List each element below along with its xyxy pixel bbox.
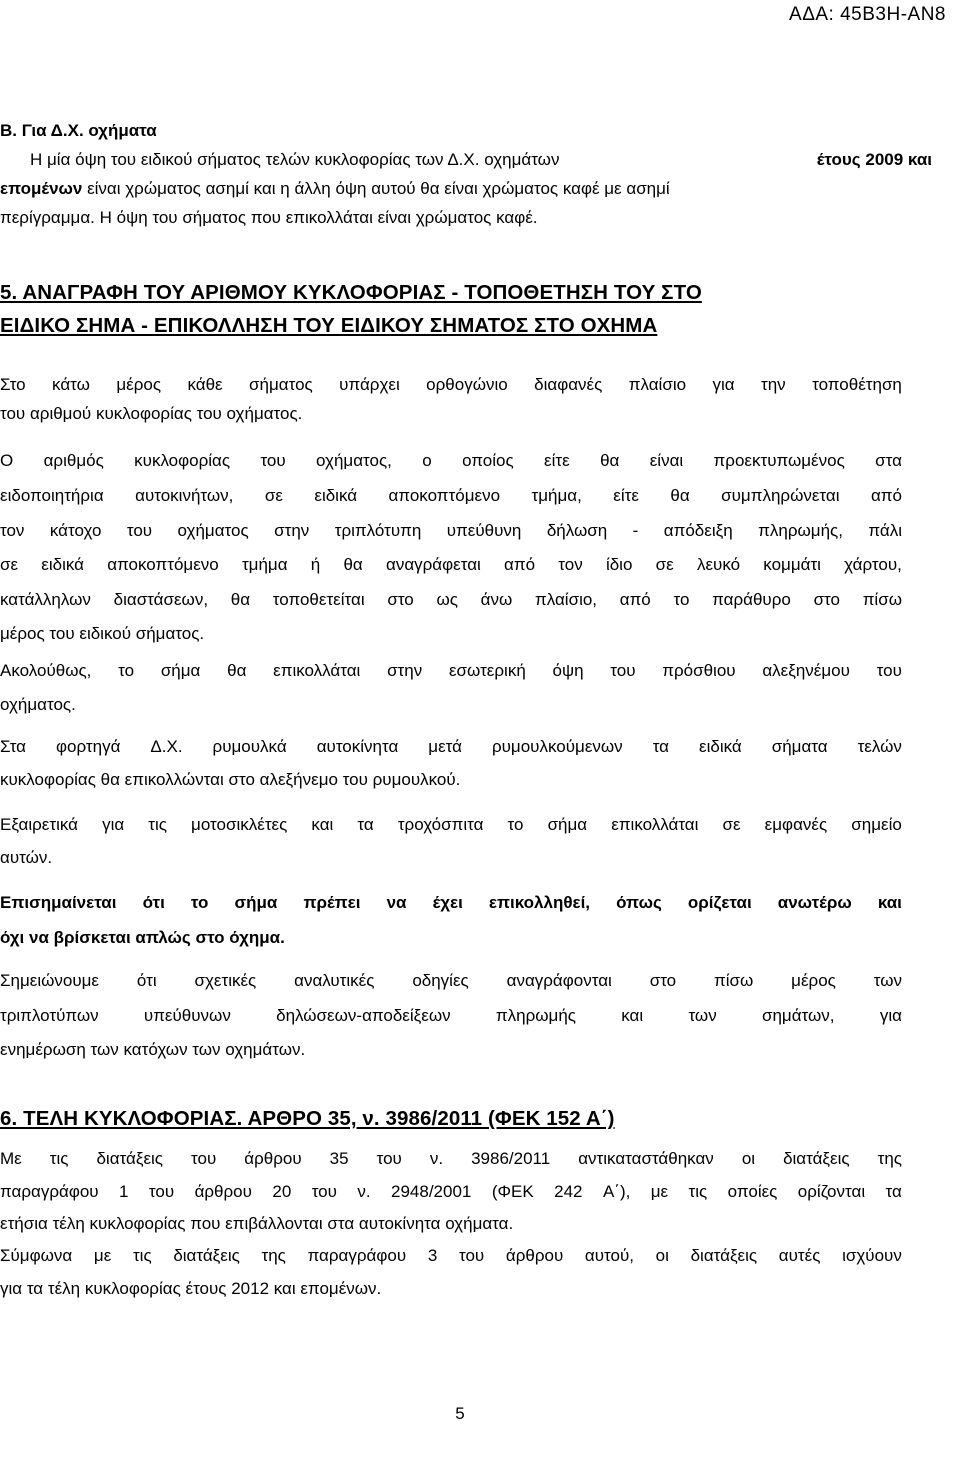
s5-p1-line-2: του αριθμού κυκλοφορίας του οχήματος. bbox=[0, 404, 303, 423]
word: το bbox=[673, 590, 690, 609]
word: κάθε bbox=[187, 375, 223, 394]
word: τμήμα bbox=[241, 555, 288, 574]
word: - bbox=[632, 521, 639, 540]
section-b-line-2-bold: επομένων bbox=[0, 179, 83, 198]
word: υπεύθυνων bbox=[143, 1006, 231, 1025]
word: (ΦΕΚ bbox=[491, 1182, 534, 1201]
word: της bbox=[261, 1246, 286, 1265]
word: για bbox=[879, 1006, 902, 1025]
word: ειδικά bbox=[314, 486, 358, 505]
word: θα bbox=[600, 451, 620, 470]
word: επικολλάται bbox=[611, 815, 699, 834]
word: σημάτων, bbox=[761, 1006, 835, 1025]
word: επικολλάται bbox=[273, 661, 361, 680]
section-5-heading-line-1: 5. ΑΝΑΓΡΑΦΗ ΤΟΥ ΑΡΙΘΜΟΥ ΚΥΚΛΟΦΟΡΙΑΣ - ΤΟΠΟΘΕΤΗΣΗ ΤΟΥ ΣΤΟ bbox=[0, 281, 702, 304]
word: πλαίσιο, bbox=[535, 590, 598, 609]
word: κάτω bbox=[52, 375, 90, 394]
word: ρυμουλκούμενων bbox=[491, 737, 623, 756]
word: Σημειώνουμε bbox=[0, 971, 100, 990]
s5-p1-line-1 bbox=[0, 370, 902, 399]
word: σήματος bbox=[249, 375, 313, 394]
s5-p2-line-5 bbox=[0, 585, 902, 614]
word: οι bbox=[655, 1246, 669, 1265]
word: ο bbox=[422, 451, 432, 470]
s5-p2-line-3 bbox=[0, 516, 902, 545]
s5-p5-line-1 bbox=[0, 810, 902, 839]
word: κομμάτι bbox=[763, 555, 821, 574]
word: από bbox=[619, 590, 651, 609]
word: στο bbox=[649, 971, 677, 990]
word: αριθμός bbox=[43, 451, 104, 470]
ada-code: ΑΔΑ: 45Β3Η-ΑΝ8 bbox=[789, 4, 946, 25]
word: πληρωμής bbox=[495, 1006, 576, 1025]
section-b-line-1-text: Η μία όψη του ειδικού σήματος τελών κυκλοφορίας των Δ.Χ. οχημάτων bbox=[30, 150, 560, 169]
word: μοτοσικλέτες bbox=[191, 815, 288, 834]
word: παραγράφου bbox=[0, 1182, 99, 1201]
s5-p3-line-1 bbox=[0, 656, 902, 685]
word: αυτού, bbox=[584, 1246, 634, 1265]
section-b-line-1-bold: έτους 2009 και bbox=[816, 150, 932, 169]
section-b-line-2 bbox=[0, 174, 902, 203]
word: φορτηγά bbox=[56, 737, 121, 756]
word: τροχόσπιτα bbox=[397, 815, 484, 834]
word: του bbox=[876, 661, 902, 680]
word: ορθογώνιο bbox=[426, 375, 508, 394]
word: προεκτυπωμένος bbox=[713, 451, 845, 470]
word: 3986/2011 bbox=[471, 1149, 551, 1168]
word: Στα bbox=[0, 737, 26, 756]
word: παράθυρο bbox=[712, 590, 791, 609]
s5-p2-line-1 bbox=[0, 446, 902, 475]
word: με bbox=[650, 1182, 669, 1201]
word: στο bbox=[813, 590, 840, 609]
word: 1 bbox=[119, 1182, 129, 1201]
word: να bbox=[386, 893, 407, 912]
word: ή bbox=[310, 555, 321, 574]
word: σήμα bbox=[160, 661, 201, 680]
word: διατάξεις bbox=[96, 1149, 163, 1168]
word: μέρος bbox=[791, 971, 836, 990]
word: κατάλληλων bbox=[0, 590, 91, 609]
word: τις bbox=[688, 1182, 708, 1201]
word: ανωτέρω bbox=[777, 893, 852, 912]
word: των bbox=[688, 1006, 717, 1025]
word: τις bbox=[49, 1149, 69, 1168]
word: αναλυτικές bbox=[294, 971, 375, 990]
word: διαφανές bbox=[534, 375, 603, 394]
word: άνω bbox=[480, 590, 513, 609]
word: 2948/2001 bbox=[391, 1182, 472, 1201]
word: πίσω bbox=[862, 590, 902, 609]
word: σε bbox=[722, 815, 741, 834]
word: αντικαταστάθηκαν bbox=[578, 1149, 714, 1168]
word: είτε bbox=[613, 486, 639, 505]
s6-p2-line-2: για τα τέλη κυκλοφορίας έτους 2012 και επομένων. bbox=[0, 1279, 382, 1298]
word: αποκοπτόμενο bbox=[388, 486, 501, 505]
word: τμήμα, bbox=[531, 486, 582, 505]
word: οχήματος bbox=[177, 521, 249, 540]
word: 3 bbox=[427, 1246, 438, 1265]
s5-p7-line-3: ενημέρωση των κατόχων των οχημάτων. bbox=[0, 1040, 306, 1059]
word: για bbox=[102, 815, 125, 834]
word: τελών bbox=[857, 737, 902, 756]
word: Δ.Χ. bbox=[150, 737, 183, 756]
word: τριπλότυπη bbox=[334, 521, 422, 540]
word: σε bbox=[264, 486, 283, 505]
word: αλεξηνέμου bbox=[762, 661, 850, 680]
word: για bbox=[712, 375, 735, 394]
word: με bbox=[93, 1246, 112, 1265]
s5-p7-line-2 bbox=[0, 1001, 902, 1030]
word: τις bbox=[148, 815, 167, 834]
word: οι bbox=[741, 1149, 756, 1168]
word: στο bbox=[387, 590, 414, 609]
s5-p2-line-4 bbox=[0, 550, 902, 579]
word: και bbox=[877, 893, 902, 912]
word: τις bbox=[132, 1246, 152, 1265]
word: διατάξεις bbox=[690, 1246, 758, 1265]
word: Ακολούθως, bbox=[0, 661, 92, 680]
word: από bbox=[870, 486, 902, 505]
word: τοποθέτηση bbox=[812, 375, 902, 394]
section-6-heading: 6. ΤΕΛΗ ΚΥΚΛΟΦΟΡΙΑΣ. ΑΡΘΡΟ 35, ν. 3986/2011 (ΦΕΚ 152 Α΄) bbox=[0, 1107, 615, 1130]
word: χάρτου, bbox=[844, 555, 902, 574]
word: στην bbox=[387, 661, 423, 680]
word: παραγράφου bbox=[307, 1246, 407, 1265]
word: πρόσθιου bbox=[662, 661, 736, 680]
word: στα bbox=[875, 451, 902, 470]
word: ειδικά bbox=[699, 737, 742, 756]
word: Στο bbox=[0, 375, 26, 394]
word: οδηγίες bbox=[412, 971, 469, 990]
word: άρθρου bbox=[244, 1149, 302, 1168]
word: θα bbox=[227, 661, 247, 680]
word: στην bbox=[274, 521, 310, 540]
section-b-line-1 bbox=[0, 145, 932, 174]
word: Εξαιρετικά bbox=[0, 815, 78, 834]
s5-p4-line-2: κυκλοφορίας θα επικολλώνται στο αλεξήνεμο του ρυμουλκού. bbox=[0, 770, 461, 789]
word: μέρος bbox=[116, 375, 162, 394]
word: το bbox=[118, 661, 135, 680]
word: ότι bbox=[136, 971, 157, 990]
word: τοποθετείται bbox=[272, 590, 365, 609]
word: πληρωμής, bbox=[758, 521, 843, 540]
word: σε bbox=[0, 555, 19, 574]
s5-p6-line-1 bbox=[0, 888, 902, 917]
word: διατάξεις bbox=[173, 1246, 240, 1265]
word: αυτοκίνητα bbox=[316, 737, 399, 756]
word: Με bbox=[0, 1149, 22, 1168]
word: Ο bbox=[0, 451, 14, 470]
s6-p1-line-1 bbox=[0, 1144, 902, 1173]
word: 20 bbox=[272, 1182, 292, 1201]
word: συμπληρώνεται bbox=[721, 486, 840, 505]
word: τριπλοτύπων bbox=[0, 1006, 99, 1025]
word: εσωτερική bbox=[448, 661, 526, 680]
word: του bbox=[260, 451, 286, 470]
word: πλαίσιο bbox=[628, 375, 687, 394]
word: το bbox=[507, 815, 524, 834]
word: Επισημαίνεται bbox=[0, 893, 117, 912]
word: ορίζονται bbox=[797, 1182, 866, 1201]
s5-p4-line-1 bbox=[0, 732, 902, 761]
word: υπεύθυνη bbox=[446, 521, 522, 540]
word: αναγράφονται bbox=[506, 971, 612, 990]
word: του bbox=[126, 521, 153, 540]
word: θα bbox=[230, 590, 251, 609]
word: σημείο bbox=[851, 815, 902, 834]
word: των bbox=[873, 971, 902, 990]
word: όπως bbox=[616, 893, 662, 912]
word: έχει bbox=[432, 893, 463, 912]
word: αποκοπτόμενο bbox=[107, 555, 219, 574]
word: αυτές bbox=[778, 1246, 821, 1265]
word: δηλώσεων-αποδείξεων bbox=[276, 1006, 451, 1025]
word: της bbox=[877, 1149, 902, 1168]
word: είτε bbox=[544, 451, 570, 470]
page-number: 5 bbox=[455, 1404, 465, 1423]
word: τα bbox=[357, 815, 374, 834]
word: την bbox=[761, 375, 786, 394]
word: ορίζεται bbox=[687, 893, 752, 912]
s5-p2-line-6: μέρος του ειδικού σήματος. bbox=[0, 624, 205, 643]
word: ίδιο bbox=[605, 555, 633, 574]
word: απόδειξη bbox=[663, 521, 733, 540]
word: μετά bbox=[428, 737, 462, 756]
word: οποίες bbox=[727, 1182, 778, 1201]
word: ως bbox=[436, 590, 458, 609]
word: κυκλοφορίας bbox=[134, 451, 231, 470]
word: από bbox=[504, 555, 536, 574]
s6-p2-line-1 bbox=[0, 1241, 902, 1270]
word: θα bbox=[670, 486, 690, 505]
section-b-line-2-text: είναι χρώματος ασημί και η άλλη όψη αυτού θα είναι χρώματος καφέ με ασημί bbox=[87, 179, 670, 198]
word: ότι bbox=[142, 893, 165, 912]
word: διατάξεις bbox=[783, 1149, 850, 1168]
section-b-line-3: περίγραμμα. Η όψη του σήματος που επικολλάται είναι χρώματος καφέ. bbox=[0, 208, 538, 227]
word: τα bbox=[885, 1182, 902, 1201]
word: σήμα bbox=[234, 893, 278, 912]
word: τον bbox=[558, 555, 583, 574]
word: πίσω bbox=[714, 971, 754, 990]
word: είναι bbox=[649, 451, 684, 470]
word: υπάρχει bbox=[339, 375, 400, 394]
word: ισχύουν bbox=[842, 1246, 902, 1265]
word: δήλωση bbox=[546, 521, 608, 540]
word: διαστάσεων, bbox=[113, 590, 209, 609]
word: λευκό bbox=[696, 555, 741, 574]
word: ν. bbox=[357, 1182, 371, 1201]
word: Σύμφωνα bbox=[0, 1246, 73, 1265]
s6-p1-line-3: ετήσια τέλη κυκλοφορίας που επιβάλλονται στα αυτοκίνητα οχήματα. bbox=[0, 1214, 514, 1233]
word: αναγράφεται bbox=[385, 555, 481, 574]
word: εμφανές bbox=[764, 815, 828, 834]
word: του bbox=[191, 1149, 217, 1168]
word: 242 bbox=[554, 1182, 583, 1201]
word: Α΄), bbox=[602, 1182, 631, 1201]
word: ειδικά bbox=[41, 555, 85, 574]
word: θα bbox=[343, 555, 363, 574]
s5-p3-line-2: οχήματος. bbox=[0, 695, 76, 714]
word: και bbox=[621, 1006, 644, 1025]
word: άρθρου bbox=[505, 1246, 564, 1265]
s5-p5-line-2: αυτών. bbox=[0, 848, 53, 867]
word: σήμα bbox=[547, 815, 588, 834]
word: πρέπει bbox=[303, 893, 361, 912]
s5-p6-line-2: όχι να βρίσκεται απλώς στο όχημα. bbox=[0, 928, 285, 947]
word: ειδοποιητήρια bbox=[0, 486, 104, 505]
word: επικολληθεί, bbox=[488, 893, 591, 912]
word: κάτοχο bbox=[49, 521, 102, 540]
word: οχήματος, bbox=[316, 451, 392, 470]
section-b-title: Β. Για Δ.Χ. οχήματα bbox=[0, 121, 157, 140]
word: του bbox=[610, 661, 636, 680]
s5-p7-line-1 bbox=[0, 966, 902, 995]
word: το bbox=[190, 893, 209, 912]
word: του bbox=[311, 1182, 337, 1201]
word: τα bbox=[652, 737, 669, 756]
word: και bbox=[311, 815, 334, 834]
section-5-heading-line-2: ΕΙΔΙΚΟ ΣΗΜΑ - ΕΠΙΚΟΛΛΗΣΗ ΤΟΥ ΕΙΔΙΚΟΥ ΣΗΜΑΤΟΣ ΣΤΟ ΟΧΗΜΑ bbox=[0, 314, 658, 337]
s6-p1-line-2 bbox=[0, 1177, 902, 1206]
word: άρθρου bbox=[194, 1182, 252, 1201]
word: αυτοκινήτων, bbox=[135, 486, 234, 505]
word: του bbox=[376, 1149, 402, 1168]
word: όψη bbox=[552, 661, 584, 680]
word: ρυμουλκά bbox=[212, 737, 287, 756]
word: 35 bbox=[329, 1149, 349, 1168]
word: τον bbox=[0, 521, 25, 540]
word: πάλι bbox=[868, 521, 902, 540]
word: σε bbox=[655, 555, 674, 574]
word: σήματα bbox=[771, 737, 828, 756]
word: σχετικές bbox=[194, 971, 257, 990]
word: του bbox=[148, 1182, 175, 1201]
word: οποίος bbox=[462, 451, 514, 470]
word: ν. bbox=[429, 1149, 444, 1168]
s5-p2-line-2 bbox=[0, 481, 902, 510]
word: του bbox=[458, 1246, 485, 1265]
